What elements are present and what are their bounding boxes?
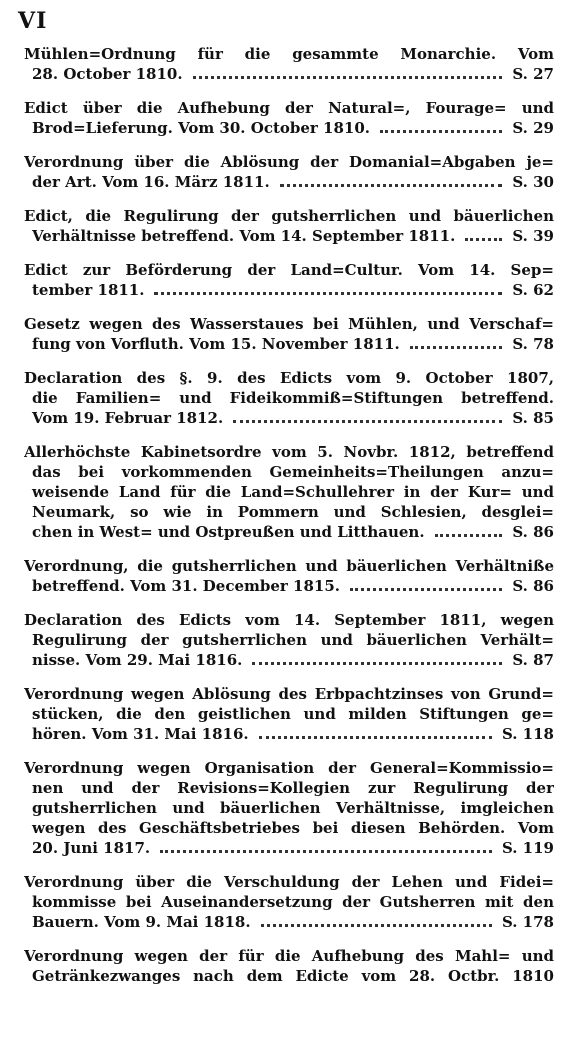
toc-entry	[24, 946, 554, 986]
toc-entry-last-line	[24, 118, 554, 138]
table-of-contents	[24, 44, 554, 1000]
toc-entry-page: S. 86	[512, 577, 554, 595]
toc-entry-line: das bei vorkommenden Gemeinheits=Theilungen anzu=	[32, 463, 554, 481]
toc-entry	[24, 152, 554, 192]
dot-leader	[350, 588, 502, 591]
toc-entry-page: S. 30	[512, 173, 554, 191]
toc-entry-page: S. 85	[512, 409, 554, 427]
toc-entry-page: S. 118	[501, 725, 554, 743]
dot-leader	[280, 184, 503, 187]
toc-entry-line: wegen des Geschäftsbetriebes bei diesen Behörden. Vom	[32, 819, 554, 837]
toc-entry-last-line	[24, 650, 554, 670]
toc-entry-line: gutsherrlichen und bäuerlichen Verhältnisse, imgleichen	[32, 799, 554, 817]
toc-entry-page: S. 119	[501, 839, 554, 857]
dot-leader	[154, 292, 502, 295]
toc-entry-line: Getränkezwanges nach dem Edicte vom 28. Octbr. 1810	[32, 967, 554, 985]
dot-leader	[160, 850, 492, 853]
toc-entry-last-line	[24, 576, 554, 596]
toc-entry-date: der Art. Vom 16. März 1811.	[32, 173, 270, 191]
toc-entry-line: Declaration des §. 9. des Edicts vom 9. October 1807,	[24, 369, 554, 387]
toc-entry-page: S. 86	[512, 523, 554, 541]
toc-entry-last-line	[24, 522, 554, 542]
toc-entry-date: 28. October 1810.	[32, 65, 183, 83]
toc-entry-last-line	[24, 280, 554, 300]
toc-entry	[24, 368, 554, 428]
toc-entry-line: nen und der Revisions=Kollegien zur Regulirung der	[32, 779, 554, 797]
toc-entry-page: S. 29	[512, 119, 554, 137]
toc-entry	[24, 758, 554, 858]
toc-entry-last-line	[24, 912, 554, 932]
toc-entry-last-line	[24, 838, 554, 858]
dot-leader	[261, 924, 492, 927]
toc-entry-date: betreffend. Vom 31. December 1815.	[32, 577, 341, 595]
toc-entry-last-line	[24, 408, 554, 428]
toc-entry-line: Mühlen=Ordnung für die gesammte Monarchie. Vom	[24, 45, 554, 63]
toc-entry-date: chen in West= und Ostpreußen und Litthauen.	[32, 523, 425, 541]
toc-entry-line: Verordnung über die Verschuldung der Lehen und Fidei=	[24, 873, 554, 891]
dot-leader	[259, 736, 492, 739]
toc-entry-last-line	[24, 172, 554, 192]
toc-entry-page: S. 78	[512, 335, 554, 353]
dot-leader	[233, 420, 502, 423]
toc-entry	[24, 98, 554, 138]
toc-entry-page: S. 39	[512, 227, 554, 245]
toc-entry	[24, 260, 554, 300]
toc-entry-date: Bauern. Vom 9. Mai 1818.	[32, 913, 251, 931]
toc-entry-line: kommisse bei Auseinandersetzung der Gutsherren mit den	[32, 893, 554, 911]
toc-entry-date: tember 1811.	[32, 281, 145, 299]
toc-entry-line: Verordnung wegen Organisation der General=Kommissio=	[24, 759, 554, 777]
dot-leader	[380, 130, 502, 133]
dot-leader	[252, 662, 502, 665]
toc-entry-line: Verordnung, die gutsherrlichen und bäuerlichen Verhältniße	[24, 557, 554, 575]
toc-entry-date: 20. Juni 1817.	[32, 839, 151, 857]
toc-entry	[24, 684, 554, 744]
toc-entry-line: Declaration des Edicts vom 14. September 1811, wegen	[24, 611, 554, 629]
toc-entry	[24, 872, 554, 932]
toc-entry-date: Verhältnisse betreffend. Vom 14. September 1811.	[32, 227, 456, 245]
dot-leader	[193, 76, 503, 79]
toc-entry-last-line	[24, 226, 554, 246]
toc-entry-line: weisende Land für die Land=Schullehrer in der Kur= und	[32, 483, 554, 501]
toc-entry-date: Vom 19. Februar 1812.	[32, 409, 224, 427]
toc-entry	[24, 314, 554, 354]
toc-entry-line: Verordnung wegen der für die Aufhebung des Mahl= und	[24, 947, 554, 965]
toc-entry-line: Regulirung der gutsherrlichen und bäuerlichen Verhält=	[32, 631, 554, 649]
page-number: VI	[18, 8, 48, 34]
toc-entry	[24, 44, 554, 84]
toc-entry-line: Neumark, so wie in Pommern und Schlesien, desglei=	[32, 503, 554, 521]
dot-leader	[465, 238, 502, 241]
toc-entry-line: Edict zur Beförderung der Land=Cultur. Vom 14. Sep=	[24, 261, 554, 279]
toc-entry-page: S. 27	[512, 65, 554, 83]
toc-entry-line: stücken, die den geistlichen und milden Stiftungen ge=	[32, 705, 554, 723]
dot-leader	[410, 346, 503, 349]
toc-entry-last-line	[24, 724, 554, 744]
toc-entry-page: S. 178	[501, 913, 554, 931]
toc-entry-last-line	[24, 64, 554, 84]
toc-entry-date: fung von Vorfluth. Vom 15. November 1811.	[32, 335, 400, 353]
toc-entry-date: Brod=Lieferung. Vom 30. October 1810.	[32, 119, 371, 137]
toc-entry	[24, 442, 554, 542]
toc-entry-line: Verordnung wegen Ablösung des Erbpachtzinses von Grund=	[24, 685, 554, 703]
toc-entry-line: die Familien= und Fideikommiß=Stiftungen betreffend.	[32, 389, 554, 407]
toc-entry	[24, 206, 554, 246]
toc-entry-last-line	[24, 334, 554, 354]
toc-entry-date: hören. Vom 31. Mai 1816.	[32, 725, 249, 743]
toc-entry-page: S. 87	[512, 651, 554, 669]
toc-entry-line: Edict über die Aufhebung der Natural=, Fourage= und	[24, 99, 554, 117]
toc-entry-page: S. 62	[512, 281, 554, 299]
toc-entry-line: Allerhöchste Kabinetsordre vom 5. Novbr. 1812, betreffend	[24, 443, 554, 461]
toc-entry-line: Gesetz wegen des Wasserstaues bei Mühlen, und Verschaf=	[24, 315, 554, 333]
toc-entry-line: Verordnung über die Ablösung der Domanial=Abgaben je=	[24, 153, 554, 171]
dot-leader	[435, 534, 503, 537]
toc-entry	[24, 610, 554, 670]
toc-entry-date: nisse. Vom 29. Mai 1816.	[32, 651, 243, 669]
toc-entry	[24, 556, 554, 596]
toc-entry-line: Edict, die Regulirung der gutsherrlichen und bäuerlichen	[24, 207, 554, 225]
